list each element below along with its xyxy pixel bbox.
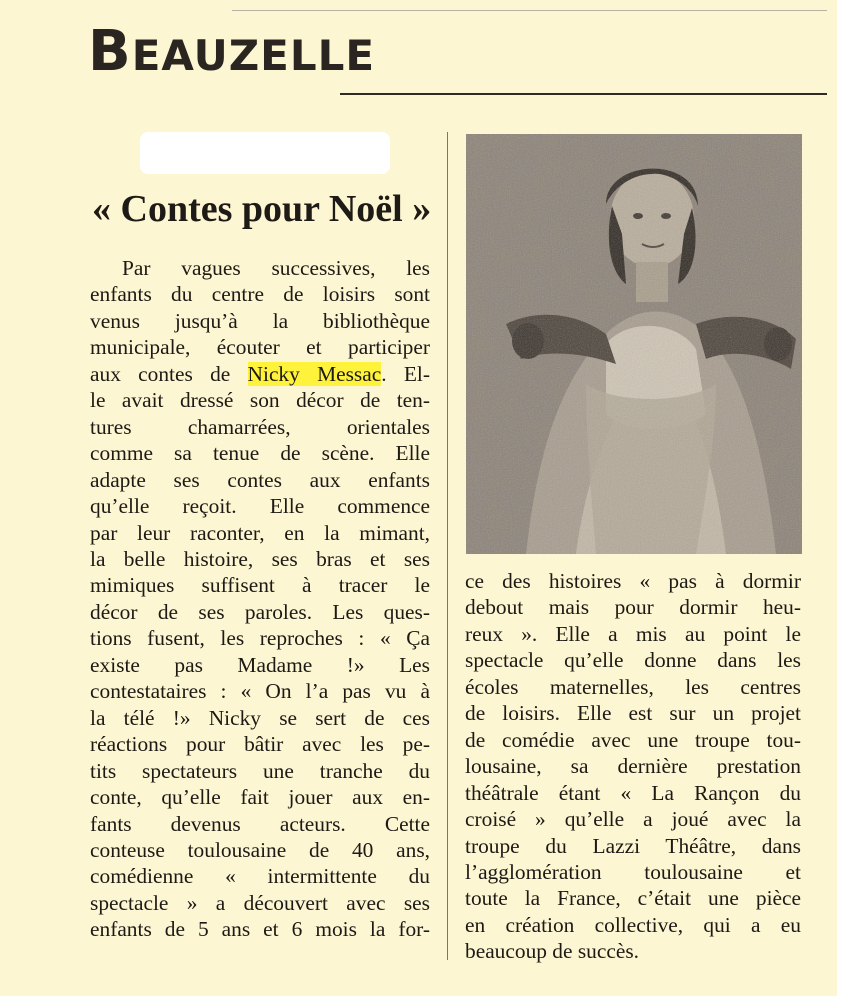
article-line: l’agglomération toulousaine et (465, 859, 801, 884)
article-line: de comédie avec une troupe tou- (465, 727, 801, 752)
article-line: beaucoup de succès. (465, 939, 640, 964)
section-initial: B (88, 19, 132, 84)
headline: « Contes pour Noël » (92, 188, 432, 230)
article-line: tits spectateurs une tranche du (90, 758, 430, 783)
article-line: lousaine, sa dernière prestation (465, 754, 801, 779)
article-line-tail: . El- (381, 361, 431, 386)
article-line: en création collective, qui a eu (465, 912, 801, 937)
article-line: enfants du centre de loisirs sont (90, 282, 430, 307)
article-line: de loisirs. Elle est sur un projet (465, 701, 801, 726)
article-line: conteuse toulousaine de 40 ans, (90, 837, 430, 862)
top-rule (232, 10, 827, 11)
article-line: venus jusqu’à la bibliothèque (90, 308, 430, 333)
article-line: écoles maternelles, les centres (465, 674, 801, 699)
article-line: théâtrale étant « La Rançon du (465, 780, 801, 805)
article-line: ce des histoires « pas à dormir (465, 569, 801, 593)
article-column-right (465, 568, 801, 965)
section-heading (88, 19, 376, 84)
article-line-with-name (90, 361, 430, 387)
article-line: tures chamarrées, orientales (90, 414, 430, 439)
article-line: réactions pour bâtir avec les pe- (90, 732, 430, 757)
redacted-kicker (140, 132, 390, 174)
section-rest: EAUZELLE (131, 31, 376, 80)
article-line: troupe du Lazzi Théâtre, dans (465, 833, 801, 858)
article-line: la belle histoire, ses bras et ses (90, 546, 430, 571)
article-line: debout mais pour dormir heu- (465, 595, 801, 620)
article-line: toute la France, c’était une pièce (465, 886, 801, 911)
article-line: mimiques suffisent à tracer le (90, 573, 430, 598)
article-line-head: aux contes de (90, 361, 248, 386)
article-line: par leur raconter, en la mimant, (90, 520, 430, 545)
article-line: décor de ses paroles. Les ques- (90, 599, 430, 624)
article-line: municipale, écouter et participer (90, 335, 430, 360)
column-divider (447, 132, 448, 960)
article-line: Par vagues successives, les (122, 256, 430, 280)
article-line: spectacle qu’elle donne dans les (465, 648, 801, 673)
article-line: conte, qu’elle fait jouer aux en- (90, 785, 430, 810)
article-line: le avait dressé son décor de ten- (90, 388, 430, 413)
photo-illustration (466, 134, 802, 554)
article-line: comme sa tenue de scène. Elle (90, 441, 430, 466)
article-line: adapte ses contes aux enfants (90, 467, 430, 492)
article-column-left (90, 255, 430, 943)
article-line: tions fusent, les reproches : « Ça (90, 626, 430, 651)
article-line: fants devenus acteurs. Cette (90, 811, 430, 836)
article-line: contestataires : « On l’a pas vu à (90, 679, 430, 704)
article-line: qu’elle reçoit. Elle commence (90, 494, 430, 519)
article-line: enfants de 5 ans et 6 mois la for- (90, 917, 430, 942)
highlighted-name: Nicky Messac (247, 361, 382, 386)
article-line: existe pas Madame !» Les (90, 652, 430, 677)
heading-rule (340, 93, 827, 95)
article-line: croisé » qu’elle a joué avec la (465, 807, 801, 832)
storyteller-photo (466, 134, 802, 554)
article-line: reux ». Elle a mis au point le (465, 621, 801, 646)
article-line: la télé !» Nicky se sert de ces (90, 705, 430, 730)
article-line: comédienne « intermittente du (90, 864, 430, 889)
article-line: spectacle » a découvert avec ses (90, 890, 430, 915)
